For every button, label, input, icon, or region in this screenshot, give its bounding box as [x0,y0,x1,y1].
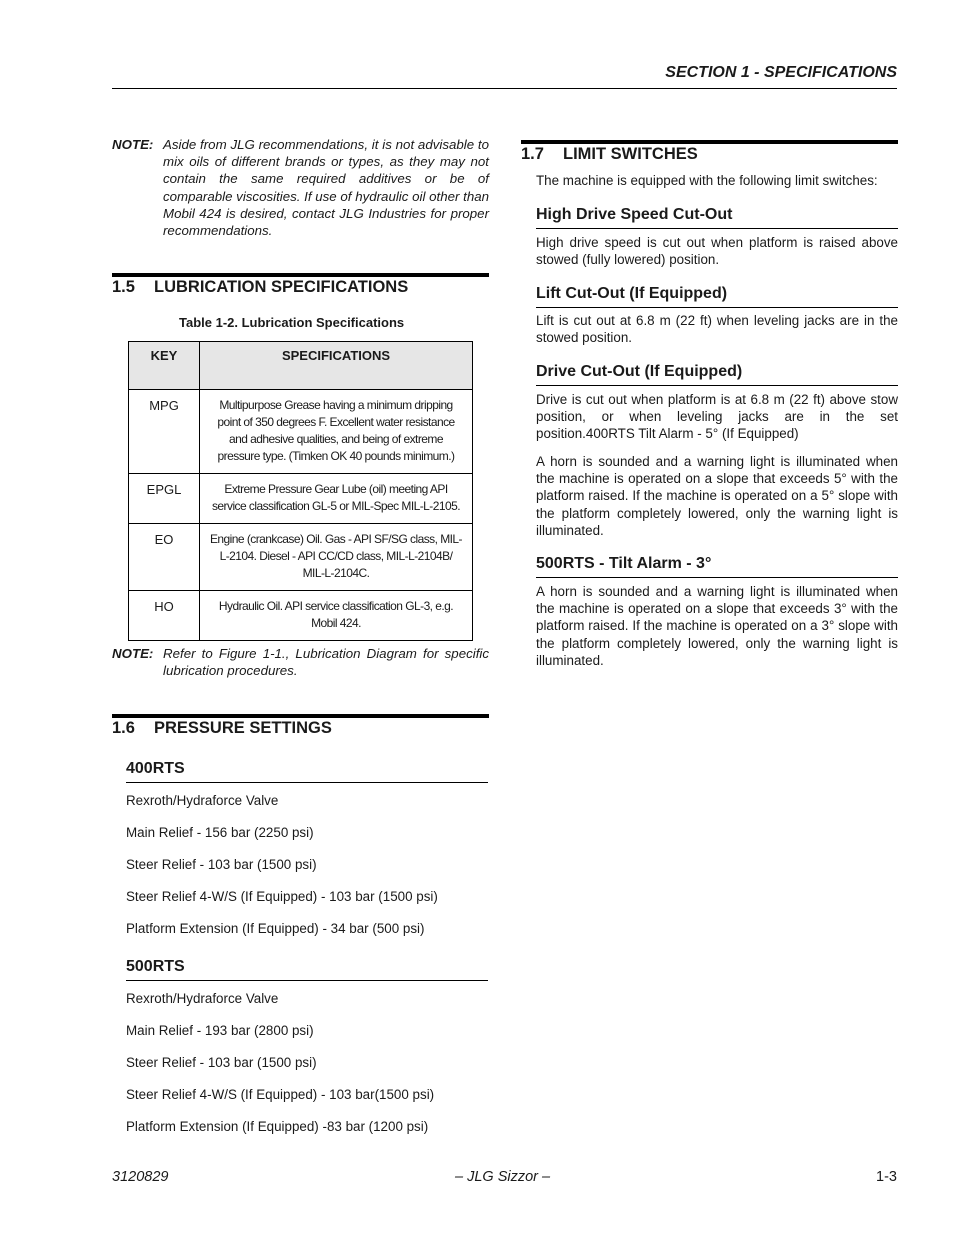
key-cell: EPGL [129,474,200,524]
list-item: Platform Extension (If Equipped) -83 bar (1200 psi) [126,1119,429,1134]
note-label: NOTE: [112,137,154,152]
key-cell: MPG [129,390,200,474]
section-number: 1.6 [112,719,135,737]
column-header-specifications: SPECIFICATIONS [200,342,473,390]
section-bar [112,273,489,277]
list-item: Rexroth/Hydraforce Valve [126,991,279,1006]
footer-doc-number: 3120829 [112,1169,169,1185]
lubrication-table [128,341,473,641]
paragraph: Lift is cut out at 6.8 m (22 ft) when leveling jacks are in the stowed position. [536,313,898,346]
section-bar [112,714,489,718]
table-caption: Table 1-2. Lubrication Specifications [179,315,405,330]
list-item: Main Relief - 156 bar (2250 psi) [126,825,314,840]
subheading-500rts: 500RTS [126,958,185,975]
paragraph: Drive is cut out when platform is at 6.8 m (22 ft) above stow position, or when leveling jacks are in the set position.400RTS Tilt Alarm - 5° (If Equipped) [536,392,898,442]
footer-title: – JLG Sizzor – [455,1169,551,1185]
list-item: Platform Extension (If Equipped) - 34 bar (500 psi) [126,921,425,936]
table-header-row [129,342,473,390]
list-item: Steer Relief - 103 bar (1500 psi) [126,857,317,872]
table-row [129,474,473,524]
section-title: LUBRICATION SPECIFICATIONS [154,278,409,296]
subheading-rule [126,782,488,783]
paragraph: High drive speed is cut out when platform is raised above stowed (fully lowered) position. [536,235,898,268]
column-header-key: KEY [129,342,200,390]
note-text: Refer to Figure 1-1., Lubrication Diagram for specific lubrication procedures. [163,646,489,679]
section-title: LIMIT SWITCHES [563,145,698,163]
section-heading-1-5 [112,278,408,297]
paragraph: A horn is sounded and a warning light is illuminated when the machine is operated on a slope that exceeds 5° with the platform raised. If the machine is operated on a 5° slope with the platform completely lowered, only the warning light is illuminated. [536,454,898,538]
table-row [129,524,473,591]
section-number: 1.5 [112,278,135,296]
section-number: 1.7 [521,145,544,163]
subheading-rule [536,577,898,578]
section-intro: The machine is equipped with the following limit switches: [536,173,878,188]
spec-cell: Hydraulic Oil. API service classification GL-3, e.g. Mobil 424. [200,591,473,641]
spec-cell: Multipurpose Grease having a minimum dripping point of 350 degrees F. Excellent water resistance and adhesive qualities, and being of extreme pressure type. (Timken OK 40 pounds minimum.) [200,390,473,474]
subheading-lift-cut-out: Lift Cut-Out (If Equipped) [536,285,728,302]
spec-cell: Engine (crankcase) Oil. Gas - API SF/SG class, MIL-L-2104. Diesel - API CC/CD class, MIL-L-2104B/ MIL-L-2104C. [200,524,473,591]
table-row [129,591,473,641]
subheading-rule [536,385,898,386]
spec-cell: Extreme Pressure Gear Lube (oil) meeting API service classification GL-5 or MIL-Spec MIL-L-2105. [200,474,473,524]
note-text: Aside from JLG recommendations, it is not advisable to mix oils of different brands or types, as they may not contain the same required additives or be of comparable viscosities. If use of hydraulic oil other than Mobil 424 is desired, contact JLG Industries for proper recommendations. [163,137,489,239]
paragraph: A horn is sounded and a warning light is illuminated when the machine is operated on a slope that exceeds 3° with the platform raised. If the machine is operated on a 3° slope with the platform completely lowered, only the warning light is illuminated. [536,584,898,668]
table-row [129,390,473,474]
header-rule [112,88,897,89]
page-header-title: SECTION 1 - SPECIFICATIONS [665,64,897,81]
list-item: Rexroth/Hydraforce Valve [126,793,279,808]
list-item: Main Relief - 193 bar (2800 psi) [126,1023,314,1038]
footer-page-number: 1-3 [876,1169,897,1185]
section-heading-1-6 [112,719,332,738]
section-bar [521,140,898,144]
subheading-rule [536,307,898,308]
subheading-drive-cut-out: Drive Cut-Out (If Equipped) [536,363,743,380]
list-item: Steer Relief 4-W/S (If Equipped) - 103 bar(1500 psi) [126,1087,435,1102]
key-cell: EO [129,524,200,591]
subheading-rule [126,980,488,981]
subheading-rule [536,228,898,229]
note-label: NOTE: [112,646,154,661]
section-title: PRESSURE SETTINGS [154,719,332,737]
section-heading-1-7 [521,145,698,164]
list-item: Steer Relief 4-W/S (If Equipped) - 103 bar (1500 psi) [126,889,438,904]
key-cell: HO [129,591,200,641]
subheading-400rts: 400RTS [126,760,185,777]
subheading-high-drive-speed-cut-out: High Drive Speed Cut-Out [536,206,733,223]
list-item: Steer Relief - 103 bar (1500 psi) [126,1055,317,1070]
subheading-500rts-tilt-alarm: 500RTS - Tilt Alarm - 3° [536,555,712,572]
